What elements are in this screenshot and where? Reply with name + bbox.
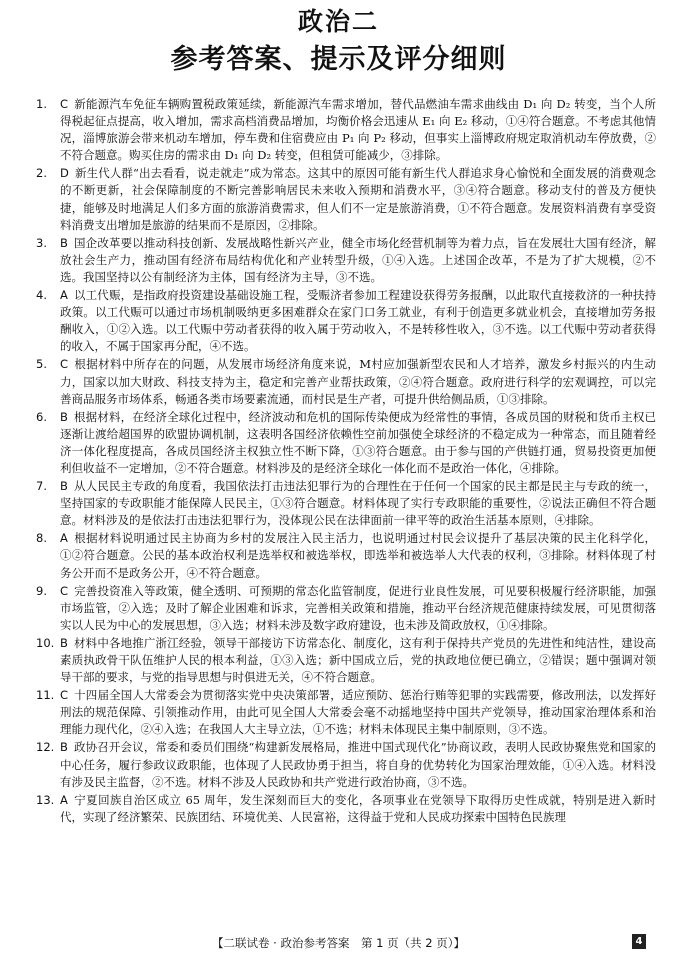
answer-letter: B	[60, 479, 68, 494]
answer-item	[36, 530, 656, 581]
answer-item	[36, 165, 656, 233]
answer-item	[36, 235, 656, 286]
page-subtitle: 参考答案、提示及评分细则	[170, 44, 507, 75]
explanation-text: 国企改革要以推动科技创新、发展战略性新兴产业，健全市场化经营机制等为着力点，旨在发展壮大国有经济，解放社会生产力，推动国有经济布局结构优化和产业转型升级，①④入选。上述国企改革，不是为了扩大规模，②不选。我国坚持以公有制经济为主体，国有经济为主导，③不选。	[60, 235, 656, 284]
explanation-text: 宁夏回族自治区成立 65 周年，发生深刻而巨大的变化，各项事业在党领导下取得历史性成就，特别是进入新时代，实现了经济繁荣、民族团结、环境优美、人民富裕，这得益于党和人民成功探索中国特色民族理	[60, 792, 656, 824]
question-number: 6.	[36, 409, 47, 424]
explanation-text: 根据材料说明通过民主协商为乡村的发展注入民主活力，也说明通过村民会议提升了基层决策的民主化科学化，①②符合题意。公民的基本政治权利是选举权和被选举权，即选举和被选举人大代表的权利，③排除。材料体现了村务公开而不是政务公开，④不符合题意。	[60, 531, 656, 580]
explanation-text: 新能源汽车免征车辆购置税政策延续，新能源汽车需求增加，替代品燃油车需求曲线由 D₁ 向 D₂ 转变，当个人所得税起征点提高，收入增加，需求高档消费品增加，均衡价格会迅速从 E₁ 向 E₂ 移动，①④符合题意。不考虑其他情况，淄博旅游会带来机动车增加，停车费和住宿费应由 P₁ 向 P₂ 移动，但事实上淄博政府规定取消机动车停放费，②不符合题意。购买住房的需求由 D₁ 向 D₂ 转变，但租赁可能减少，③排除。	[60, 97, 656, 163]
answer-letter: C	[60, 97, 69, 111]
answer-item	[36, 687, 656, 738]
answer-letter: A	[60, 288, 68, 303]
question-number: 13.	[36, 792, 55, 807]
answer-letter: B	[60, 740, 68, 755]
answer-letter: C	[60, 357, 69, 372]
explanation-text: 从人民民主专政的角度看，我国依法打击违法犯罪行为的合理性在于任何一个国家的民主都是民主与专政的统一，坚持国家的专政职能才能保障人民民主，①③符合题意。材料体现了实行专政职能的重要性，②说法正确但不符合题意。材料涉及的是依法打击违法犯罪行为，没体现公民在法律面前一律平等的政治生活基本原则，④排除。	[60, 479, 656, 528]
page-title: 政治二	[297, 7, 379, 36]
answer-item	[36, 792, 656, 826]
explanation-text: 根据材料中所存在的问题，从发展市场经济角度来说，M村应加强新型农民和人才培养，激发乡村振兴的内生动力，国家以加大财政、科技支持为主，稳定和完善产业帮扶政策，②④符合题意。政府进行科学的宏观调控，可以完善商品服务市场体系，畅通各类市场要素流通，而村民是生产者，可提升供给侧品质，①③排除。	[60, 357, 656, 406]
explanation-text: 新生代人群“出去看看，说走就走”成为常态。这其中的原因可能有新生代人群追求身心愉悦和全面发展的消费观念的不断更新，社会保障制度的不断完善影响居民未来收入预期和消费水平，③④符合题意。移动支付的普及方便快捷，能够及时地满足人们多方面的旅游消费需求，但人们不一定是旅游消费，①不符合题意。发展资料消费有享受资料消费支出增加是旅游的结果而不是原因，②排除。	[60, 166, 656, 232]
explanation-text: 材料中各地推广浙江经验，领导干部接访下访常态化、制度化，这有利于保持共产党员的先进性和纯洁性，建设高素质执政骨干队伍维护人民的根本利益，①③入选；新中国成立后，党的执政地位便已确立，②错误；题中强调对领导干部的要求，与党的指导思想与时俱进无关，④不符合题意。	[60, 635, 656, 685]
answer-letter: D	[60, 166, 69, 181]
page-footer: 【二联试卷 · 政治参考答案 第 1 页（共 2 页）】	[212, 936, 465, 950]
answer-list	[36, 96, 656, 827]
answer-letter: A	[60, 531, 68, 546]
question-number: 4.	[36, 288, 47, 303]
question-number: 7.	[36, 479, 47, 494]
question-number: 8.	[36, 531, 47, 546]
answer-item	[36, 583, 656, 634]
answer-item	[36, 635, 656, 686]
answer-letter: B	[60, 235, 68, 250]
page-mark-badge: 4	[632, 934, 646, 949]
answer-item	[36, 356, 656, 407]
answer-item	[36, 287, 656, 355]
explanation-text: 十四届全国人大常委会为贯彻落实党中央决策部署，适应预防、惩治行贿等犯罪的实践需要，修改刑法，以发挥好刑法的规范保障、引领推动作用，由此可见全国人大常委会毫不动摇地坚持中国共产党领导，推动国家治理体系和治理能力现代化，②④入选；在我国人大主导立法，①不选；材料未体现民主集中制原则，③不选。	[60, 688, 656, 737]
question-number: 9.	[36, 583, 47, 598]
answer-item	[36, 409, 656, 477]
explanation-text: 根据材料，在经济全球化过程中，经济波动和危机的国际传染便成为经常性的事情，各成员国的财税和货币主权已逐渐让渡给超国界的欧盟协调机制，这表明各国经济依赖性空前加强使全球经济的不稳定成为一种常态，而且随着经济一体化程度提高，各成员国经济主权独立性不断下降，①③符合题意。由于参与国的产供链打通，贸易投资更加便利但收益不一定增加，②不符合题意。材料涉及的是经济全球化一体化而不是政治一体化，④排除。	[60, 409, 656, 475]
explanation-text: 完善投资准入等政策，健全透明、可预期的常态化监管制度，促进行业良性发展，可见要积极履行经济职能，加强市场监管，②入选；及时了解企业困难和诉求，完善相关政策和措施，推动平台经济规范健康持续发展，可见贯彻落实以人民为中心的发展思想，③入选；材料未涉及数字政府建设，也未涉及简政放权，①④排除。	[60, 583, 656, 632]
answer-letter: C	[60, 688, 69, 703]
answer-letter: B	[60, 635, 68, 650]
explanation-text: 以工代赈，是指政府投资建设基础设施工程，受赈济者参加工程建设获得劳务报酬，以此取代直接救济的一种扶持政策。以工代赈可以通过市场机制吸纳更多困难群众在家门口务工就业，有利于创造更多就业机会，直接增加劳务报酬收入，①②入选。以工代赈中劳动者获得的收入属于劳动收入，不是转移性收入，③不选。以工代赈中劳动者获得的收入，不属于国家再分配，④不选。	[60, 288, 656, 354]
question-number: 10.	[36, 635, 55, 650]
question-number: 3.	[36, 235, 47, 250]
answer-letter: B	[60, 409, 68, 424]
question-number: 11.	[36, 688, 55, 703]
question-number: 5.	[36, 357, 47, 372]
answer-item	[36, 478, 656, 529]
answer-item	[36, 96, 656, 164]
answer-item	[36, 739, 656, 790]
answer-letter: A	[60, 792, 68, 807]
question-number: 2.	[36, 166, 47, 181]
answer-letter: C	[60, 583, 69, 598]
question-number: 12.	[36, 740, 55, 755]
explanation-text: 政协召开会议，常委和委员们围绕“构建新发展格局，推进中国式现代化”协商议政，表明人民政协聚焦党和国家的中心任务，履行参政议政职能，也体现了人民政协勇于担当，将自身的优势转化为国家治理效能，①④入选。材料没有涉及民主监督，②不选。材料不涉及人民政协和共产党进行政治协商，③不选。	[60, 740, 656, 789]
question-number: 1.	[36, 97, 47, 111]
